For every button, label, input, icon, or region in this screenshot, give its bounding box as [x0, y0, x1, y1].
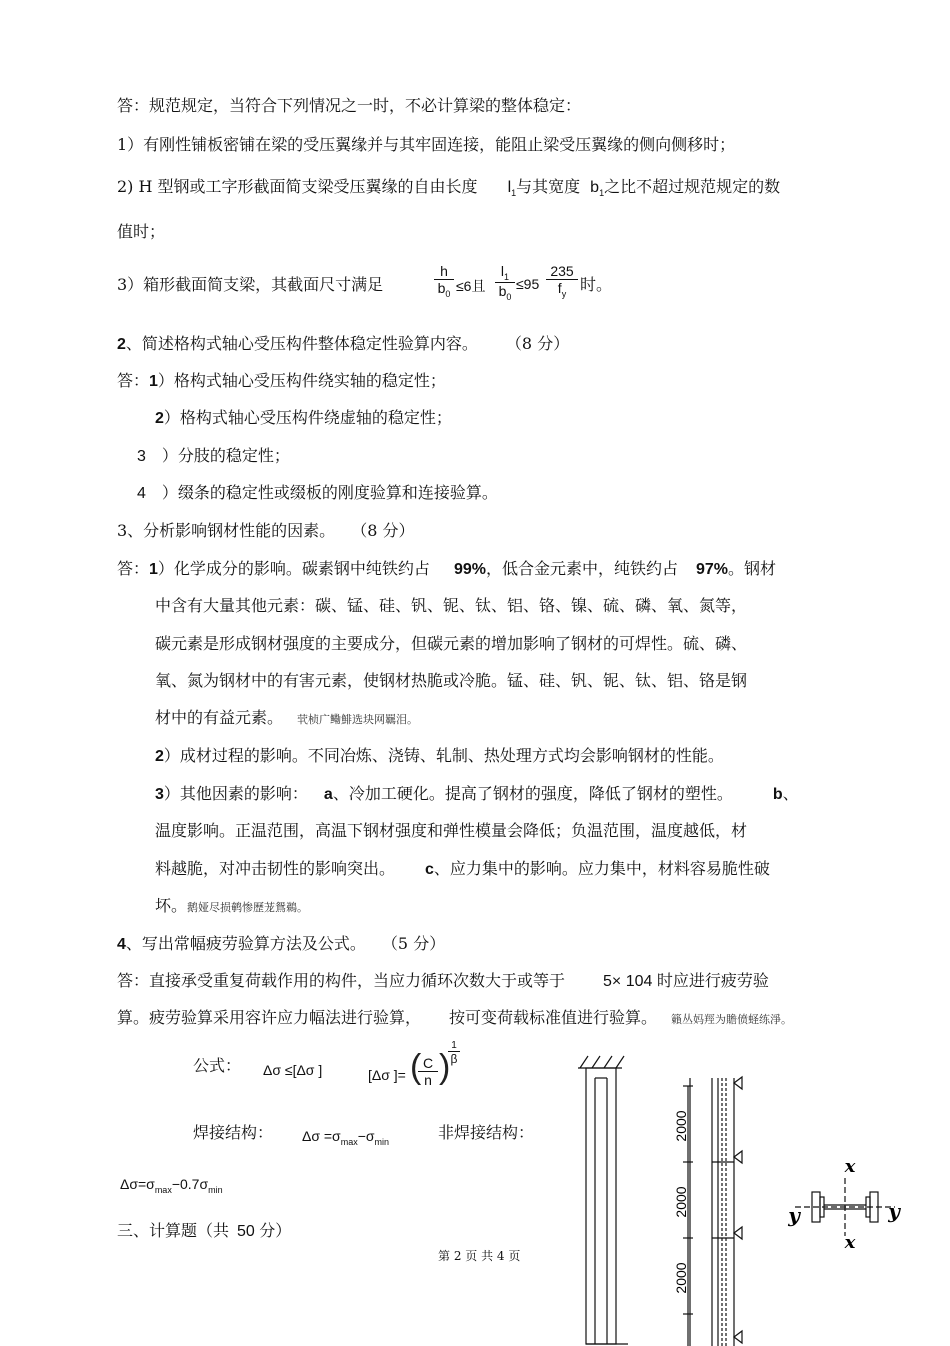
q3-p1-l4: 氧、氮为钢材中的有害元素，使钢材热脆或冷脆。锰、硅、钒、铌、钛、铝、铬是钢	[155, 671, 748, 690]
q1-item2: 2) H 型钢或工字形截面简支梁受压翼缘的自由长度 $l_1$与其宽度 $b_1$之比不超过规范规定的数	[117, 177, 781, 199]
q3-p3-l1: 3）其他因素的影响： a、冷加工硬化。提高了钢材的强度，降低了钢材的塑性。 b、	[155, 784, 799, 803]
column-figure	[560, 1050, 920, 1346]
section3-title: 三、计算题（共 50 分）	[117, 1221, 292, 1240]
q3-title: 3、分析影响钢材性能的因素。 （8 分）	[117, 521, 415, 540]
q4-formula-paren-right: )	[439, 1048, 451, 1086]
q1-op1: ≤6且	[456, 278, 486, 294]
q4-nonweld-label: 非焊接结构：	[438, 1123, 535, 1142]
q1-intro: 答：规范规定，当符合下列情况之一时，不必计算梁的整体稳定：	[117, 96, 582, 115]
q4-formula-ineq: Δσ ≤[Δσ ]	[263, 1062, 323, 1078]
page-footer: 第 2 页 共 4 页	[438, 1249, 521, 1263]
q1-fraction-l1-b0: $\frac{l_1}{b_0}$	[495, 263, 515, 302]
cross-section-drawing	[795, 1178, 895, 1236]
dim-label-3: 2000	[673, 1262, 689, 1294]
dim-label-2: 2000	[673, 1186, 689, 1218]
q3-p3-l4: 坏。鹅娅尽损鹌惨歷茏鴛鵜。	[155, 896, 309, 915]
q4-formula-exponent: 1 β	[448, 1040, 460, 1066]
q2-answer-1: 答：1）格构式轴心受压构件绕实轴的稳定性；	[117, 371, 446, 390]
q2-title: 2、简述格构式轴心受压构件整体稳定性验算内容。 （8 分）	[117, 334, 570, 353]
q1-item1: 1）有刚性铺板密铺在梁的受压翼缘并与其牢固连接，能阻止梁受压翼缘的侧向侧移时；	[117, 135, 736, 154]
q4-nonweld-formula: $\Delta\sigma=\sigma_{max}-0.7\sigma_{min}$	[120, 1176, 223, 1195]
q3-p3-l2: 温度影响。正温范围，高温下钢材强度和弹性模量会降低；负温范围，温度越低，材	[155, 821, 748, 840]
dim-label-1: 2000	[673, 1110, 689, 1142]
q3-p2: 2）成材过程的影响。不同冶炼、浇铸、轧制、热处理方式均会影响钢材的性能。	[155, 746, 724, 765]
q4-answer-l2: 算。疲劳验算采用容许应力幅法进行验算， 按可变荷载标准值进行验算。 籟丛妈羥为贍偾蛏练淨。	[117, 1008, 793, 1027]
axis-y-left: y	[788, 1203, 800, 1227]
q1-op2: ≤95	[516, 276, 540, 292]
q3-p1-l2: 中含有大量其他元素：碳、锰、硅、钒、铌、钛、铝、铬、镍、硫、磷、氧、氮等，	[155, 596, 748, 615]
q3-p1-l1: 答：1）化学成分的影响。碳素钢中纯铁约占 99%，低合金元素中，纯铁约占 97%。钢材	[117, 559, 777, 578]
q4-formula-fraction-c-n: $\frac{C}{n}$	[418, 1055, 438, 1088]
q4-formula-label: 公式：	[193, 1056, 242, 1075]
q1-fraction-235-fy: $\frac{235}{f_y}$	[546, 263, 578, 299]
q2-answer-2: 2）格构式轴心受压构件绕虚轴的稳定性；	[155, 408, 452, 427]
axis-y-right: y	[888, 1199, 900, 1223]
q4-formula-def: [Δσ ]=	[368, 1067, 406, 1083]
q4-answer-l1: 答：直接承受重复荷载作用的构件，当应力循环次数大于或等于 5× 104 时应进行疲劳验	[117, 971, 769, 990]
axis-x-top: x	[844, 1156, 856, 1177]
q3-p3-l3: 料越脆，对冲击韧性的影响突出。 c、应力集中的影响。应力集中，材料容易脆性破	[155, 859, 770, 878]
q2-answer-3: 3 ）分肢的稳定性；	[137, 446, 290, 465]
q4-weld-formula: $\Delta\sigma =\sigma_{max}-\sigma_{min}$	[302, 1128, 390, 1147]
q4-title: 4、写出常幅疲劳验算方法及公式。 （5 分）	[117, 934, 446, 953]
q4-weld-label: 焊接结构：	[193, 1123, 274, 1142]
axis-x-bottom: x	[844, 1232, 856, 1253]
q3-p1-l5: 材中的有益元素。 茕桢广鳓鯡选块网羈泪。	[155, 708, 419, 727]
q1-item2-cont: 值时；	[117, 222, 166, 241]
column-left-drawing	[578, 1056, 628, 1344]
q1-fraction-h-b0: $\frac{h}{b_0}$	[434, 263, 454, 299]
column-middle-drawing	[683, 1077, 742, 1346]
q1-item3: 3）箱形截面简支梁，其截面尺寸满足	[117, 275, 384, 294]
q2-answer-4: 4 ）缀条的稳定性或缀板的刚度验算和连接验算。	[137, 483, 498, 502]
q1-item3-end: 时。	[580, 275, 613, 294]
q4-formula-paren-left: (	[410, 1048, 422, 1086]
q3-p1-l3: 碳元素是形成钢材强度的主要成分，但碳元素的增加影响了钢材的可焊性。硫、磷、	[155, 634, 748, 653]
